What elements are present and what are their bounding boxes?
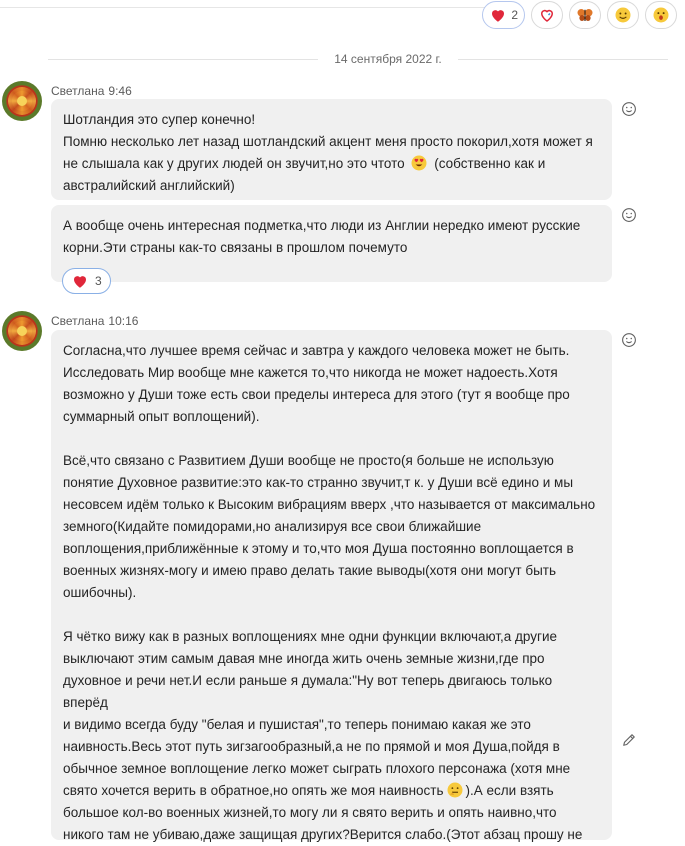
date-separator: [0, 52, 685, 66]
heart-icon: [71, 272, 89, 290]
message-line: не слышала как у других людей он звучит,но это чтото (собственно как и: [63, 156, 546, 171]
message-line: и видимо всегда буду "белая и пушистая",то теперь понимаю какая же это: [63, 717, 531, 732]
message-line: большое кол-во военных жизней,то могу ли я свято верить и опять наивно,что: [63, 805, 557, 820]
message-line: возможно у Души тоже есть свои пределы интереса для этого (тут я вообще про: [63, 387, 570, 402]
message-line: выключают этим самым давая мне иногда жить очень земные жизни,где про: [63, 651, 545, 666]
message-line: Помню несколько лет назад шотландский акцент меня просто покорил,хотя может я: [63, 134, 593, 149]
add-reaction-icon[interactable]: [620, 206, 638, 224]
reaction-butterfly[interactable]: [569, 1, 601, 29]
reaction-surprised[interactable]: [645, 1, 677, 29]
reaction-heart[interactable]: [482, 1, 525, 29]
smile-emoji-icon: [614, 6, 632, 24]
sender-name: Светлана: [51, 84, 105, 98]
message-line: земного(Кидайте помидорами,но анализируя все свои ближайшие: [63, 519, 482, 534]
message-line: Согласна,что лучшее время сейчас и завтра у каждого человека может не быть.: [63, 343, 570, 358]
message-line: А вообще очень интересная подметка,что люди из Англии нередко имеют русские: [63, 218, 581, 233]
message-line: свято хочется верить в обратное,но опять же моя наивность ).А если взять: [63, 783, 554, 798]
edit-pencil-icon[interactable]: [620, 731, 638, 749]
date-separator-label: 14 сентября 2022 г.: [334, 52, 442, 66]
message-time: 9:46: [108, 84, 132, 98]
add-reaction-icon[interactable]: [620, 331, 638, 349]
message-line: духовное и речи нет.И если раньше я думала:"Ну вот теперь двигаюсь только вперёд: [63, 673, 553, 710]
message-line: никого там не убиваю,даже защищая других?Верится слабо.(Этот абзац прошу не: [63, 827, 583, 842]
message-line: ошибочны).: [63, 585, 137, 600]
heart-eyes-emoji-icon: [410, 154, 428, 172]
message-line: Всё,что связано с Развитием Души вообще не просто(я больше не использую: [63, 453, 554, 468]
message-header: [51, 84, 132, 98]
message-line: воплощения,приближённые к этому и то,что моя Душа постоянно воплощается в: [63, 541, 574, 556]
message-line: корни.Эти страны как-то связаны в прошлом почемуто: [63, 240, 408, 255]
message-line: Исследовать Мир вообще мне кажется то,что никогда не может надоесть.Хотя: [63, 365, 558, 380]
surprised-emoji-icon: [652, 6, 670, 24]
reaction-bar: [482, 0, 677, 30]
message-line: Я чётко вижу как в разных воплощениях мне одни функции включают,а другие: [63, 629, 558, 644]
reaction-heart-outline[interactable]: [531, 1, 563, 29]
message-line: обычное земное воплощение легко может сыграть плохого персонажа (хотя мне: [63, 761, 571, 776]
message-bubble[interactable]: [51, 330, 612, 840]
sender-name: Светлана: [51, 314, 105, 328]
avatar[interactable]: [2, 311, 42, 351]
thinking-emoji-icon: [446, 781, 464, 799]
heart-outline-icon: [538, 6, 556, 24]
message-line: понятие Духовное развитие:это как-то странно звучит,т к. у Души всё едино и мы: [63, 475, 574, 490]
avatar[interactable]: [2, 81, 42, 121]
message-bubble[interactable]: [51, 99, 612, 200]
message-line: австралийский английский): [63, 178, 235, 193]
message-line: наивность.Весь этот путь зигзагообразный,а не по прямой и моя Душа,пойдя в: [63, 739, 560, 754]
top-divider: [0, 7, 490, 8]
message-bubble[interactable]: [51, 205, 612, 282]
message-header: [51, 314, 138, 328]
reaction-count: 3: [95, 274, 102, 288]
reaction-smile[interactable]: [607, 1, 639, 29]
message-line: суммарный опыт воплощений).: [63, 409, 260, 424]
butterfly-icon: [576, 6, 594, 24]
message-line: Шотландия это супер конечно!: [63, 112, 256, 127]
message-line: военных жизнях-могу и имею право делать такие выводы(хотя они могут быть: [63, 563, 557, 578]
add-reaction-icon[interactable]: [620, 100, 638, 118]
message-reaction-heart[interactable]: [62, 268, 111, 294]
heart-icon: [489, 6, 507, 24]
message-line: несовсем идём только к Высоким вибрациям вверх ,что называется от максимально: [63, 497, 596, 512]
reaction-count: 2: [511, 8, 518, 22]
message-time: 10:16: [108, 314, 139, 328]
